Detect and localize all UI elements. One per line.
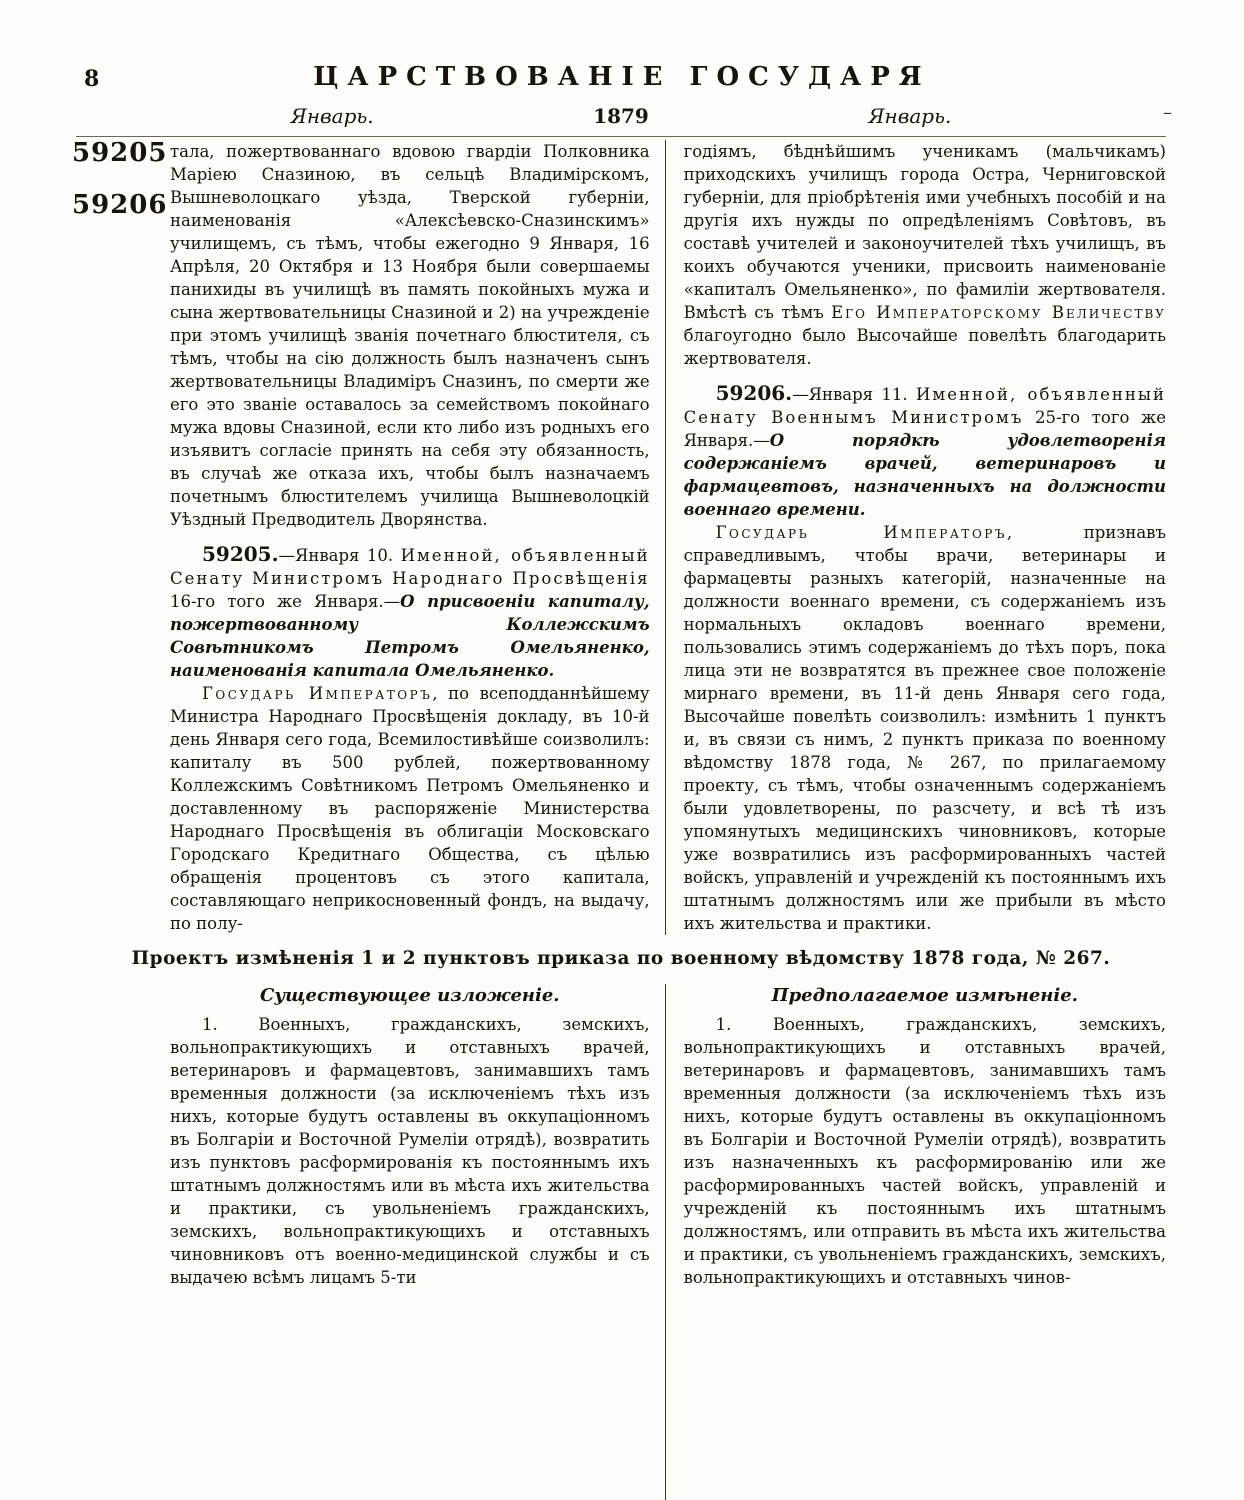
entry-59205-body xyxy=(170,682,650,935)
month-label-right: Январь. xyxy=(868,104,952,128)
entry-59206-body xyxy=(684,521,1166,935)
entry-59205-date: —Января 10. xyxy=(278,546,401,565)
right-column xyxy=(665,140,1166,935)
main-body xyxy=(72,137,1166,1500)
page-number: 8 xyxy=(84,66,100,92)
month-label-left: Январь. xyxy=(290,104,374,128)
existing-version-column xyxy=(76,984,665,1500)
sovereign-lead-left: Государь Императоръ xyxy=(202,684,433,703)
left-column xyxy=(76,140,665,935)
project-heading: Проектъ измѣненія 1 и 2 пунктовъ приказа по военному вѣдомству 1878 года, № 267. xyxy=(131,948,1111,969)
entry-59206-subject: О порядкѣ удовлетворенія содержаніемъ врачей, ветеринаровъ и фармацевтовъ, назначенныхъ на должности военнаго времени. xyxy=(683,431,1166,519)
right-continuation-part2: благоугодно было Высочайше повелѣть благодарить жертвователя. xyxy=(683,326,1166,368)
left-continuation-paragraph: тала, пожертвованнаго вдовою гвардіи Полковника Маріею Сназиною, въ сельцѣ Владимірскомъ, Вышневолоцкаго уѣзда, Тверской губерніи, наименованія «Алексѣевско-Сназинскимъ» училищемъ, съ тѣмъ, чтобы ежегодно 9 Января, 16 Апрѣля, 20 Октября и 13 Ноября были совершаемы панихиды въ училищѣ въ память покойныхъ мужа и сына жертвовательницы Сназиной и 2) на учрежденіе при этомъ училищѣ званія почетнаго блюстителя, съ тѣмъ, чтобы на сію должность былъ назначенъ сынъ жертвовательницы Владиміръ Сназинъ, по смерти же его это званіе оставалось за семействомъ покойнаго мужа вдовы Сназиной, если кто либо изъ родныхъ его изъявитъ согласіе принять на себя эту обязанность, въ случаѣ же отказа ихъ, чтобы былъ назначаемъ почетнымъ блюстителемъ училища Вышневолоцкій Уѣздный Предводитель Дворянства. xyxy=(170,142,650,529)
entry-59206-type: Именной, объявленный Сенату Военнымъ Министромъ xyxy=(683,385,1166,427)
entry-59205-body-text: , по всеподданнѣйшему Министра Народнаго Просвѣщенія докладу, въ 10-й день Января сего года, Всемилостивѣйше соизволилъ: капиталу въ 500 рублей, пожертвованному Коллежскимъ Совѣтникомъ Петромъ Омельяненко и доставленному въ распоряженіе Министерства Народнаго Просвѣщенія въ облигаціи Московскаго Городскаго Кредитнаго Общества, съ цѣлью обращенія процентовъ съ этого капитала, составляющаго неприкосновенный фондъ, на выдачу, по полу- xyxy=(170,684,650,933)
entry-59206-heading xyxy=(684,382,1166,521)
page-header xyxy=(0,0,1244,102)
right-continuation-part1: годіямъ, бѣднѣйшимъ ученикамъ (мальчикамъ) приходскихъ училищъ города Остра, Черниговской губерніи, для пріобрѣтенія ими учебныхъ пособій и на другія ихъ нужды по опредѣленіямъ Совѣтовъ, въ составѣ учителей и законоучителей тѣхъ училищъ, въ коихъ обучаются ученики, присвоить наименованіе «капиталъ Омельяненко», по фамиліи жертвователя. Вмѣстѣ съ тѣмъ xyxy=(683,142,1166,322)
margin-entry-number-59206: 59206 xyxy=(72,190,168,220)
right-continuation-paragraph xyxy=(684,140,1166,370)
margin-entry-number-59205: 59205 xyxy=(72,138,168,168)
proposed-version-title: Предполагаемое измѣненіе. xyxy=(771,985,1078,1006)
date-row xyxy=(76,102,1172,134)
upper-columns xyxy=(76,140,1166,935)
entry-59205-date2: 16-го того же Января.— xyxy=(170,592,401,611)
proposed-version-column xyxy=(665,984,1166,1500)
entry-59205-number: 59205. xyxy=(202,542,279,566)
sovereign-lead-right: Государь Императоръ xyxy=(715,523,1007,542)
margin-dash: – xyxy=(1163,102,1172,123)
existing-version-title: Существующее изложеніе. xyxy=(260,985,560,1006)
entry-59206-date2: 25-го того же Января.— xyxy=(683,408,1166,450)
entry-59206-body-text: , признавъ справедливымъ, чтобы врачи, ветеринары и фармацевты разныхъ категорій, назначенные на должности военнаго времени, съ содержаніемъ изъ нормальныхъ окладовъ военнаго времени, пользовались этимъ содержаніемъ до тѣхъ поръ, пока лица эти не возвратятся въ прежнее свое положеніе мирнаго времени, въ 11-й день Января сего года, Высочайше повелѣть соизволилъ: измѣнить 1 пунктъ и, въ связи съ нимъ, 2 пунктъ приказа по военному вѣдомству 1878 года, № 267, по прилагаемому проекту, съ тѣмъ, чтобы означеннымъ содержаніемъ были удовлетворены, по разсчету, и всѣ тѣ изъ упомянутыхъ медицинскихъ чиновниковъ, которые уже возвратились изъ расформированныхъ частей войскъ, управленій и учрежденій къ постояннымъ ихъ штатнымъ должностямъ или же прибыли въ мѣсто ихъ жительства и практики. xyxy=(683,523,1166,933)
existing-version-text: 1. Военныхъ, гражданскихъ, земскихъ, вольнопрактикующихъ и отставныхъ врачей, ветеринаровъ и фармацевтовъ, занимавшихъ тамъ временныя должности (за исключеніемъ тѣхъ изъ нихъ, которые будутъ оставлены въ оккупаціонномъ въ Болгаріи и Восточной Румеліи отрядѣ), возвратить изъ пунктовъ расформированія къ постояннымъ ихъ штатнымъ должностямъ или въ мѣста ихъ жительства и практики, съ увольненіемъ гражданскихъ, земскихъ, вольнопрактикующихъ и отставныхъ чиновниковъ отъ военно-медицинской службы и съ выдачею всѣмъ лицамъ 5-ти xyxy=(170,1015,650,1287)
entry-59205-type: Именной, объявленный Сенату Министромъ Народнаго Просвѣщенія xyxy=(170,546,650,588)
page-content xyxy=(72,102,1172,1500)
entry-59206-date: —Января 11. xyxy=(792,385,917,404)
entry-59205-heading xyxy=(170,543,650,682)
entry-59205-subject: О присвоеніи капиталу, пожертвованному Коллежскимъ Совѣтникомъ Петромъ Омельяненко, наименованія капитала Омельяненко. xyxy=(170,592,650,680)
running-title: ЦАРСТВОВАНІЕ ГОСУДАРЯ xyxy=(313,62,931,92)
entry-59206-number: 59206. xyxy=(715,381,793,405)
proposed-version-text: 1. Военныхъ, гражданскихъ, земскихъ, вольнопрактикующихъ и отставныхъ врачей, ветеринаровъ и фармацевтовъ, занимавшихъ тамъ временныя должности (за исключеніемъ тѣхъ изъ нихъ, которые будутъ оставлены въ оккупаціонномъ въ Болгаріи и Восточной Румеліи отрядѣ), возвратить изъ назначенныхъ къ расформированію или же расформированныхъ частей войскъ, управленій и учрежденій къ постояннымъ ихъ штатнымъ должностямъ, или отправить въ мѣста ихъ жительства и практики, съ увольненіемъ гражданскихъ, земскихъ, вольнопрактикующихъ и отставныхъ чинов- xyxy=(683,1015,1166,1287)
comparison-columns xyxy=(76,984,1166,1500)
year-label: 1879 xyxy=(593,104,649,128)
imperial-majesty-spaced: Его Императорскому Величеству xyxy=(831,303,1166,322)
